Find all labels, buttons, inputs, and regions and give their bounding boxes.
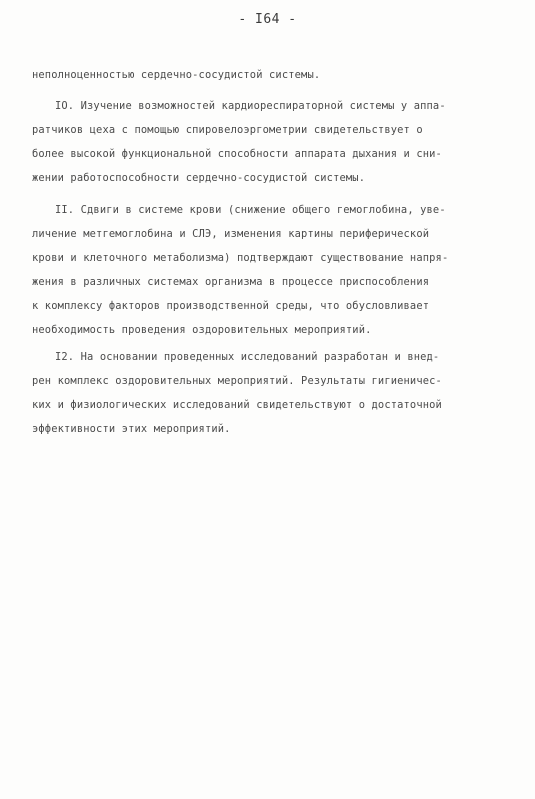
text-line: ратчиков цеха с помощью спировелоэргометрии свидетельствует о [32, 124, 423, 136]
text-line: неполноценностью сердечно-сосудистой системы. [32, 69, 321, 81]
text-line: более высокой функциональной способности аппарата дыхания и сни- [32, 148, 442, 160]
text-line: II. Сдвиги в системе крови (снижение общего гемоглобина, уве- [55, 204, 446, 216]
text-line: крови и клеточного метаболизма) подтверждают существование напря- [32, 252, 449, 264]
text-line: жения в различных системах организма в процессе приспособления [32, 276, 430, 288]
text-line: рен комплекс оздоровительных мероприятий. Результаты гигиеничес- [32, 375, 442, 387]
text-line: IO. Изучение возможностей кардиореспираторной системы у аппа- [55, 100, 446, 112]
text-line: к комплексу факторов производственной среды, что обусловливает [32, 300, 430, 312]
text-line: ких и физиологических исследований свидетельствуют о достаточной [32, 399, 442, 411]
text-line: I2. На основании проведенных исследований разработан и внед- [55, 351, 440, 363]
text-line: эффективности этих мероприятий. [32, 423, 231, 435]
text-line: необходимость проведения оздоровительных мероприятий. [32, 324, 372, 336]
text-line: личение метгемоглобина и СЛЭ, изменения картины периферической [32, 228, 430, 240]
page-number: - I64 - [238, 12, 297, 27]
text-line: жении работоспособности сердечно-сосудистой системы. [32, 172, 366, 184]
